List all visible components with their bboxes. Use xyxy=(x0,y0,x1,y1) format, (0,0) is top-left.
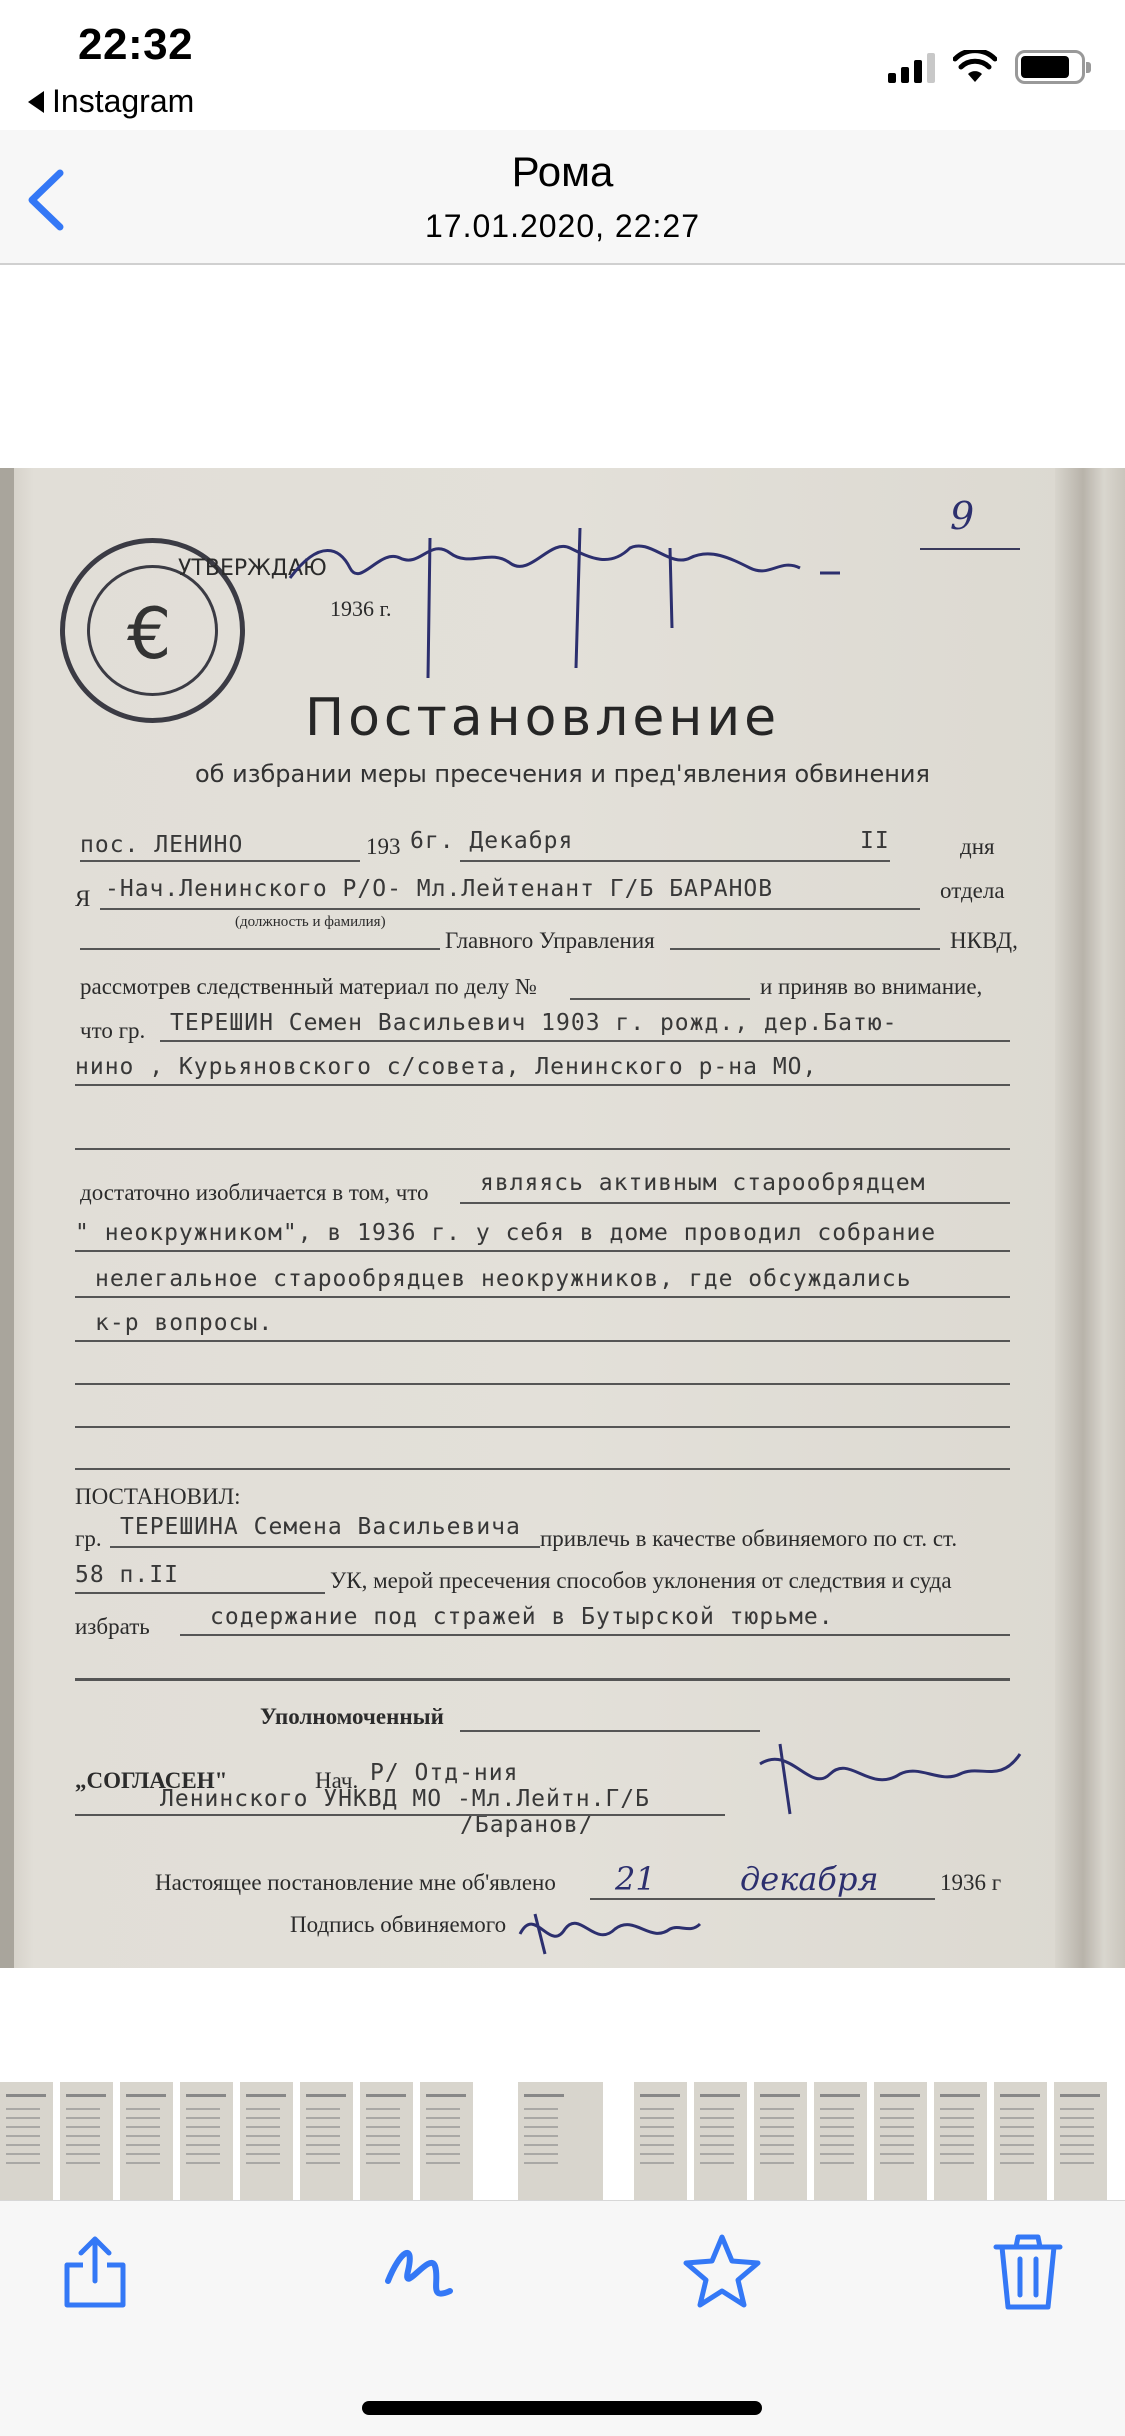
battery-icon xyxy=(1015,50,1085,84)
charge-typed-3: нелегальное старообрядцев неокружников, где обсуждались xyxy=(95,1266,912,1292)
announced-year: 1936 г xyxy=(940,1870,1002,1895)
thumbnail[interactable] xyxy=(120,2082,176,2200)
accused-typed: ТЕРЕШИНА Семена Васильевича xyxy=(120,1514,521,1540)
choose-label: избрать xyxy=(75,1614,150,1639)
charge-rule-6 xyxy=(75,1426,1010,1428)
nkvd-label: НКВД, xyxy=(950,928,1018,953)
citizen-label: гр. xyxy=(75,1526,102,1551)
approve-year: 1936 г. xyxy=(330,596,392,621)
wifi-icon xyxy=(953,50,997,84)
signal-icon xyxy=(888,51,935,83)
bottom-toolbar xyxy=(0,2200,1125,2436)
i-label: Я xyxy=(75,886,91,911)
head-typed-1: Р/ Отд-ния xyxy=(370,1760,519,1786)
thumbnail[interactable] xyxy=(934,2082,990,2200)
measure-rule xyxy=(180,1634,1010,1636)
case-number-rule xyxy=(570,998,750,1000)
announced-label: Настоящее постановление мне об'явлено xyxy=(155,1870,556,1895)
thumbnail[interactable] xyxy=(300,2082,356,2200)
date-prefix: 193 xyxy=(366,834,401,859)
favorite-star-icon[interactable] xyxy=(682,2231,762,2311)
measure-typed: содержание под стражей в Бутырской тюрьме. xyxy=(210,1604,834,1630)
date-rule xyxy=(460,860,890,862)
thumbnail[interactable] xyxy=(420,2082,476,2200)
charge-rule-3 xyxy=(75,1296,1010,1298)
agreed-label: „СОГЛАСЕН" xyxy=(75,1768,228,1793)
charge-rule-1 xyxy=(460,1202,1010,1204)
announced-month: декабря xyxy=(740,1860,879,1898)
blank-rule-1 xyxy=(80,948,440,950)
markup-icon[interactable] xyxy=(380,2231,460,2311)
attract-label: привлечь в качестве обвиняемого по ст. ст. xyxy=(540,1526,958,1551)
conversation-title: Рома xyxy=(511,148,614,195)
suspect-rule-1 xyxy=(160,1040,1010,1042)
thumbnail-selected[interactable] xyxy=(518,2082,606,2200)
page-edge-left xyxy=(0,468,14,1968)
article-typed: 58 п.II xyxy=(75,1562,179,1588)
thumbnail[interactable] xyxy=(1054,2082,1110,2200)
that-label: что гр. xyxy=(80,1018,146,1043)
decided-label: ПОСТАНОВИЛ: xyxy=(75,1484,241,1509)
charge-typed-1: являясь активным старообрядцем xyxy=(480,1170,926,1196)
charge-rule-5 xyxy=(75,1383,1010,1385)
document-title: Постановление xyxy=(305,688,781,748)
officer-typed: -Нач.Ленинского Р/О- Мл.Лейтенант Г/Б БАРАНОВ xyxy=(105,876,774,902)
back-triangle-icon xyxy=(28,91,44,113)
share-icon[interactable] xyxy=(55,2231,135,2311)
authorized-rule xyxy=(460,1730,760,1732)
officer-rule xyxy=(100,908,920,910)
navigation-header xyxy=(0,130,1125,265)
thumbnail-strip[interactable] xyxy=(0,2082,1125,2200)
accepted-label: и приняв во внимание, xyxy=(760,974,983,999)
thumbnail[interactable] xyxy=(180,2082,236,2200)
thumbnail[interactable] xyxy=(360,2082,416,2200)
suspect-rule-2 xyxy=(75,1084,1010,1086)
status-bar xyxy=(0,0,1125,130)
charge-rule-7 xyxy=(75,1468,1010,1470)
authorized-label: Уполномоченный xyxy=(260,1704,444,1729)
charge-rule-2 xyxy=(75,1250,1010,1252)
blank-rule-2 xyxy=(670,948,940,950)
prosecutor-signature xyxy=(280,508,860,698)
thumbnail[interactable] xyxy=(0,2082,56,2200)
document-page xyxy=(60,468,1055,1968)
position-caption: (должность и фамилия) xyxy=(235,914,386,930)
suspect-rule-3 xyxy=(75,1148,1010,1150)
place-rule xyxy=(80,860,360,862)
date-value: 6г. Декабря xyxy=(410,828,574,854)
accused-signature xyxy=(515,1894,705,1964)
trash-icon[interactable] xyxy=(988,2231,1068,2311)
reviewed-label: рассмотрев следственный материал по делу № xyxy=(80,974,538,999)
article-rule xyxy=(75,1592,325,1594)
place-line: пос. ЛЕНИНО xyxy=(80,832,244,858)
day-label: дня xyxy=(960,834,995,859)
home-indicator[interactable] xyxy=(362,2401,762,2415)
charge-typed-4: к-р вопросы. xyxy=(95,1310,274,1336)
convicted-label: достаточно изобличается в том, что xyxy=(80,1180,429,1205)
thumbnail[interactable] xyxy=(694,2082,750,2200)
day-value: II xyxy=(860,828,890,854)
suspect-typed-1: ТЕРЕШИН Семен Васильевич 1903 г. рожд., дер.Батю- xyxy=(170,1010,898,1036)
signature-label: Подпись обвиняемого xyxy=(290,1912,507,1937)
thumbnail[interactable] xyxy=(874,2082,930,2200)
accused-rule xyxy=(110,1546,540,1548)
charge-typed-2: " неокружником", в 1936 г. у себя в доме проводил собрание xyxy=(75,1220,937,1246)
document-photo[interactable] xyxy=(0,468,1125,1968)
back-to-app-link[interactable] xyxy=(28,83,194,120)
thumbnail[interactable] xyxy=(754,2082,810,2200)
back-app-label: Instagram xyxy=(52,83,195,119)
thumbnail[interactable] xyxy=(814,2082,870,2200)
page-number: 9 xyxy=(950,494,975,538)
uk-label: УК, мерой пресечения способов уклонения от следствия и суда xyxy=(330,1568,952,1593)
main-dept-label: Главного Управления xyxy=(445,928,655,953)
head-typed-2: Ленинского УНКВД МО -Мл.Лейтн.Г/Б xyxy=(160,1786,650,1812)
clock: 22:32 xyxy=(78,20,194,69)
page-number-underline xyxy=(920,548,1020,550)
head-signature xyxy=(750,1734,1030,1824)
charge-rule-4 xyxy=(75,1340,1010,1342)
document-subtitle: об избрании меры пресечения и пред'явления обвинения xyxy=(195,760,930,788)
head-rule xyxy=(75,1814,725,1816)
system-icons xyxy=(888,50,1085,84)
official-stamp: € xyxy=(60,538,245,723)
announced-day: 21 xyxy=(615,1860,656,1898)
thumbnail[interactable] xyxy=(60,2082,116,2200)
photo-timestamp: 17.01.2020, 22:27 xyxy=(424,208,700,244)
suspect-typed-2: нино , Курьяновского с/совета, Ленинского р-на МО, xyxy=(75,1054,818,1080)
approve-label: УТВЕРЖДАЮ xyxy=(178,556,327,581)
measure-rule-2 xyxy=(75,1678,1010,1681)
thumbnail[interactable] xyxy=(994,2082,1050,2200)
thumbnail[interactable] xyxy=(240,2082,296,2200)
head-label: Нач. xyxy=(315,1768,359,1793)
thumbnail[interactable] xyxy=(634,2082,690,2200)
page-edge-right xyxy=(1055,468,1125,1968)
department-label: отдела xyxy=(940,878,1005,903)
head-typed-3: /Баранов/ xyxy=(460,1812,594,1838)
